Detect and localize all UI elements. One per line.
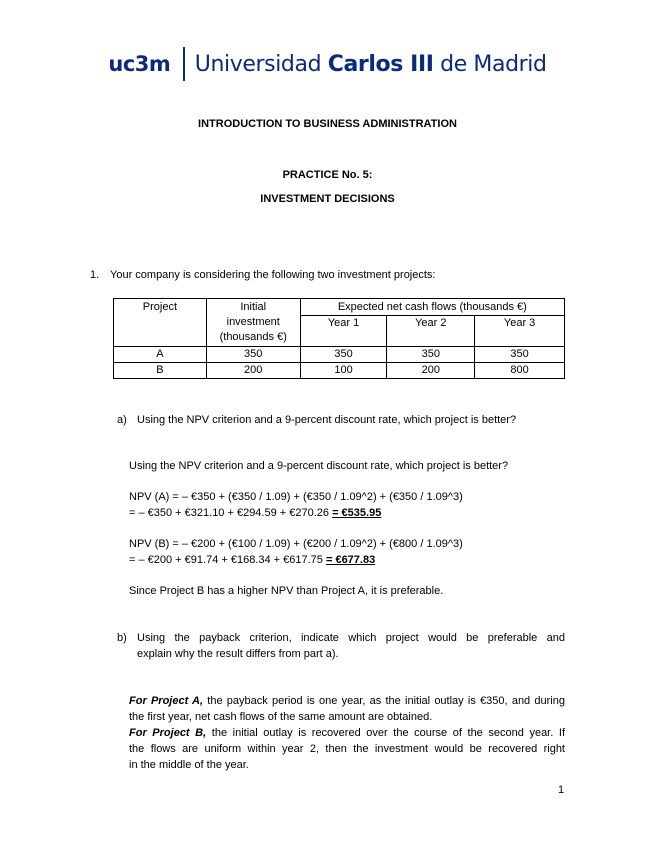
- header-year-2: Year 2: [387, 316, 475, 347]
- payback-a-label: For Project A,: [129, 695, 204, 707]
- logo-abbrev: uc3m: [108, 52, 171, 76]
- cell-year-1: 100: [300, 363, 387, 379]
- header-year-3: Year 3: [475, 316, 565, 347]
- header-year-1: Year 1: [300, 316, 387, 347]
- practice-title: PRACTICE No. 5:: [282, 169, 373, 181]
- practice-subtitle: INVESTMENT DECISIONS: [260, 193, 395, 205]
- part-b-label: b): [117, 632, 127, 644]
- part-b-question-line-2: explain why the result differs from part a).: [137, 648, 339, 660]
- header-initial-line-3: (thousands €): [219, 331, 287, 343]
- npv-b-result: = €677.83: [325, 554, 376, 566]
- payback-b-label: For Project B,: [129, 727, 207, 739]
- npv-b-terms: = – €200 + €91.74 + €168.34 + €617.75: [129, 554, 326, 566]
- part-b-question-line-1: Using the payback criterion, indicate which project would be preferable and: [137, 632, 565, 644]
- header-initial-investment: [206, 299, 300, 347]
- header-project: [114, 299, 207, 347]
- part-a-label: a): [117, 414, 127, 426]
- cell-initial: 200: [206, 363, 300, 379]
- npv-a-terms: = – €350 + €321.10 + €294.59 + €270.26: [129, 507, 333, 519]
- payback-b-text-1: the initial outlay is recovered over the course of the second year. If: [206, 727, 565, 739]
- payback-a-line-2: the first year, net cash flows of the same amount are obtained.: [129, 711, 433, 723]
- question-text: Your company is considering the following two investment projects:: [110, 269, 436, 281]
- cell-project: B: [114, 363, 207, 379]
- logo-name-bold: Carlos III: [327, 51, 434, 77]
- npv-a-computation: [129, 505, 381, 521]
- course-title: INTRODUCTION TO BUSINESS ADMINISTRATION: [198, 118, 457, 130]
- cash-flow-table: [113, 298, 565, 379]
- cell-year-2: 200: [387, 363, 475, 379]
- payback-a-text-1: the payback period is one year, as the initial outlay is €350, and during: [203, 695, 565, 707]
- header-initial-line-2: investment: [226, 316, 280, 328]
- header-initial-line-1: Initial: [240, 301, 267, 313]
- header-project-label: Project: [142, 301, 178, 313]
- logo-university-name: [195, 52, 547, 77]
- cell-year-3: 350: [475, 347, 565, 363]
- npv-b-computation: [129, 552, 375, 568]
- cell-year-1: 350: [300, 347, 387, 363]
- header-expected-label: Expected net cash flows (thousands €): [337, 301, 527, 313]
- header-expected-cash-flows: [300, 299, 564, 316]
- npv-a-result: = €535.95: [332, 507, 382, 519]
- part-a-answer-restate: Using the NPV criterion and a 9-percent discount rate, which project is better?: [129, 460, 509, 472]
- cell-year-2: 350: [387, 347, 475, 363]
- logo-name-part-2: de Madrid: [433, 51, 547, 77]
- npv-a-formula: NPV (A) = – €350 + (€350 / 1.09) + (€350 / 1.09^2) + (€350 / 1.09^3): [129, 491, 463, 503]
- payback-b-line-1: [129, 725, 565, 741]
- question-number: 1.: [90, 269, 100, 281]
- university-logo: [0, 44, 655, 84]
- table-row: [114, 363, 565, 379]
- payback-b-line-2: the flows are uniform within year 2, then the investment would be recovered right: [129, 743, 565, 755]
- cell-project: A: [114, 347, 207, 363]
- payback-a-line-1: [129, 693, 565, 709]
- cell-year-3: 800: [475, 363, 565, 379]
- npv-b-formula: NPV (B) = – €200 + (€100 / 1.09) + (€200 / 1.09^2) + (€800 / 1.09^3): [129, 538, 463, 550]
- cell-initial: 350: [206, 347, 300, 363]
- table-row: [114, 347, 565, 363]
- logo-divider: [183, 47, 185, 81]
- table-header-row: [114, 299, 565, 316]
- payback-b-line-3: in the middle of the year.: [129, 759, 249, 771]
- part-a-question: Using the NPV criterion and a 9-percent discount rate, which project is better?: [137, 414, 517, 426]
- npv-conclusion: Since Project B has a higher NPV than Project A, it is preferable.: [129, 585, 444, 597]
- logo-name-part-1: Universidad: [194, 51, 328, 77]
- page-number: 1: [558, 784, 565, 796]
